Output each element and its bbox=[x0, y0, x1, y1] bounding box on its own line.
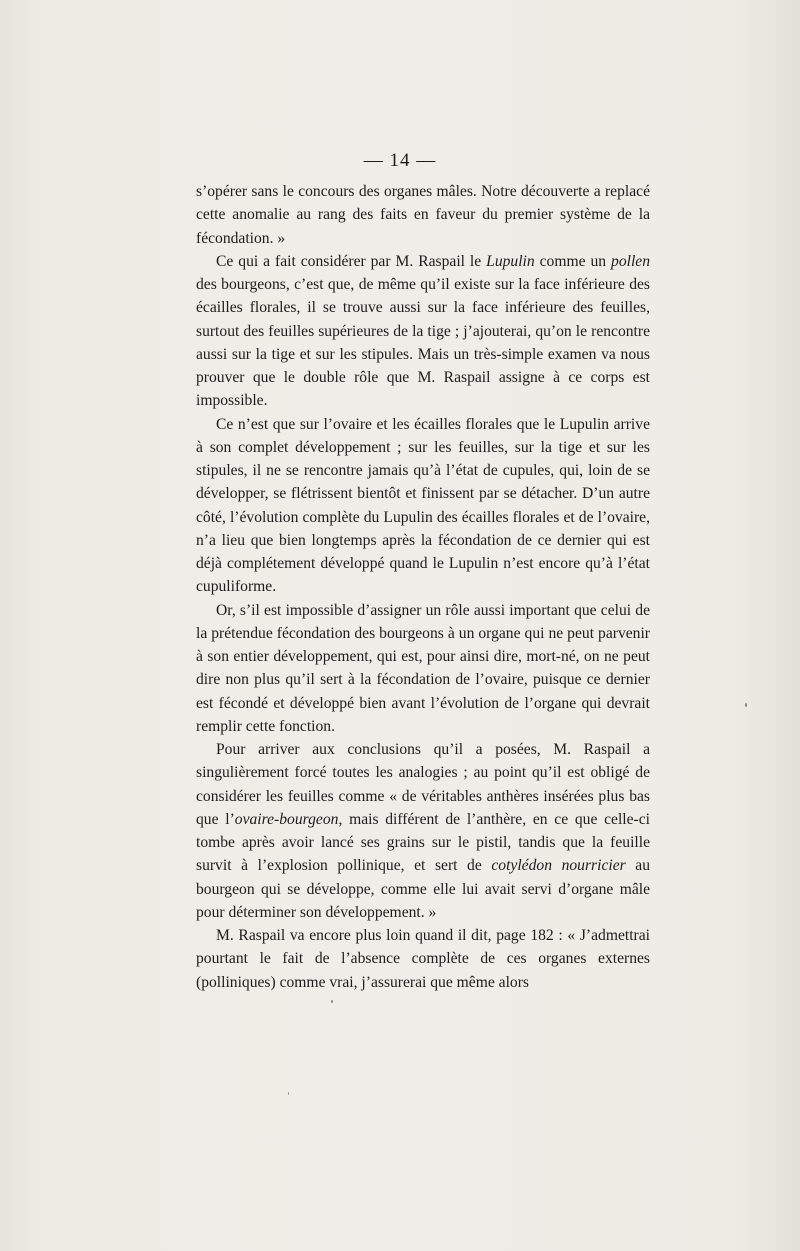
paragraph bbox=[196, 413, 650, 599]
text-run: Pour arriver aux conclusions qu’il a posées, M. Raspail a singulièrement forcé toutes les analogies ; au point qu’il est obligé de considérer les feuilles comme « de véritables anthères insérées plus bas que l’ bbox=[196, 741, 650, 828]
text-run: des bourgeons, c’est que, de même qu’il existe sur la face inférieure des écailles florales, il se trouve aussi sur la face inférieure des feuilles, surtout des feuilles supérieures de la tige ; j’ajouterai, qu’on le rencontre aussi sur la tige et sur les stipules. Mais un très-simple examen va nous prouver que le double rôle que M. Raspail assigne à ce corps est impossible. bbox=[196, 276, 650, 410]
paragraph bbox=[196, 180, 650, 250]
body-text bbox=[196, 180, 650, 994]
text-run: comme un bbox=[534, 252, 612, 270]
text-run: au bourgeon qui se développe, comme elle lui avait servi d’organe mâle pour déterminer son développement. » bbox=[196, 857, 650, 921]
paragraph bbox=[196, 599, 650, 739]
text-run: , mais différent de l’anthère, en ce que celle-ci tombe après avoir lancé ses grains sur le pistil, tandis que la feuille survit à l’explosion pollinique, et sert de bbox=[196, 810, 650, 875]
paragraph bbox=[196, 250, 650, 413]
text-run: Ce qui a fait considérer par M. Raspail le bbox=[216, 252, 487, 270]
text-run: Ce n’est que sur l’ovaire et les écailles florales que le Lupulin arrive à son complet développement ; sur les feuilles, sur la tige et sur les stipules, il ne se rencontre jamais qu’à l’état de cupules, qui, loin de se développer, se flétrissent bientôt et finissent par se détacher. D’un autre côté, l’évolution complète du Lupulin des écailles florales et de l’ovaire, n’a lieu que bien longtemps après la fécondation de ce dernier qui est déjà complétement développé quand le Lupulin n’est encore qu’à l’état cupuliforme. bbox=[196, 415, 650, 596]
paper-speck bbox=[745, 703, 747, 707]
text-run: s’opérer sans le concours des organes mâles. Notre découverte a replacé cette anomalie au rang des faits en faveur du premier système de la fécondation. » bbox=[196, 183, 650, 247]
page-number: — 14 — bbox=[363, 150, 437, 171]
italic-term: cotylédon nourricier bbox=[491, 857, 626, 875]
italic-term: Lupulin bbox=[486, 252, 535, 270]
italic-term: pollen bbox=[611, 252, 650, 270]
text-run: M. Raspail va encore plus loin quand il dit, page 182 : « J’admettrai pourtant le fait de l’absence complète de ces organes externes (polliniques) comme vrai, j’assurerai que même alors bbox=[196, 927, 650, 991]
paper-speck bbox=[288, 1092, 289, 1095]
paragraph bbox=[196, 924, 650, 994]
paragraph bbox=[196, 738, 650, 924]
text-run: Or, s’il est impossible d’assigner un rôle aussi important que celui de la prétendue fécondation des bourgeons à un organe qui ne peut parvenir à son entier développement, qui est, pour ainsi dire, mort-né, on ne peut dire non plus qu’il sert à la fécondation de l’ovaire, puisque ce dernier est fécondé et développé bien avant l’évolution de l’organe qui devrait remplir cette fonction. bbox=[196, 601, 650, 735]
paper-speck bbox=[331, 1000, 333, 1003]
italic-term: ovaire-bourgeon bbox=[234, 810, 339, 828]
